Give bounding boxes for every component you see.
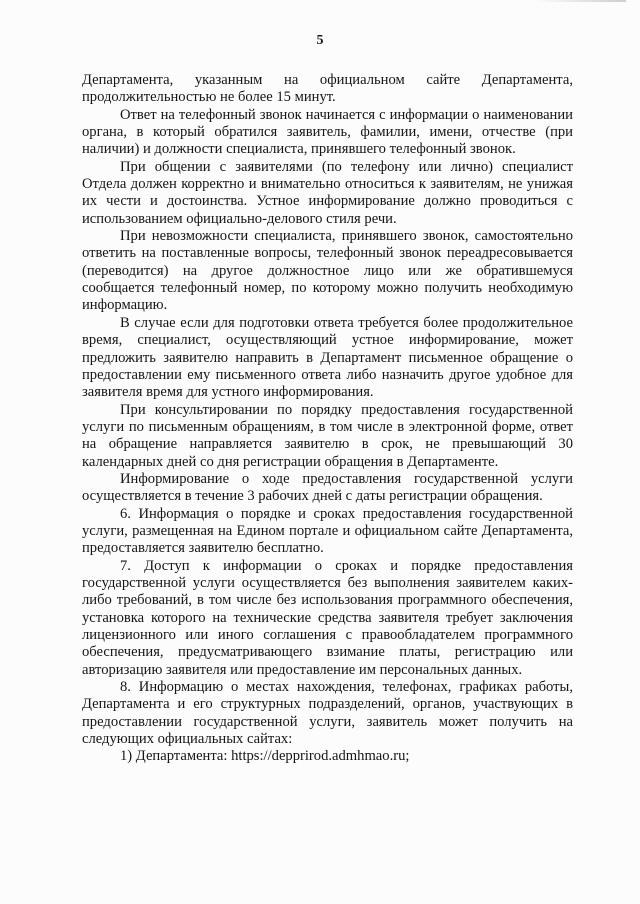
paragraph-item-6: 6. Информация о порядке и сроках предоставления государственной услуги, размещенная на Едином портале и официальном сайте Департамента, предоставляется заявителю бесплатно. [82, 505, 573, 557]
paragraph-subitem-1: 1) Департамента: https://depprirod.admhmao.ru; [120, 748, 410, 765]
paragraph-phone-answer: Ответ на телефонный звонок начинается с информации о наименовании органа, в который обратился заявитель, фамилии, имени, отчестве (при наличии) и должности специалиста, принявшего телефонный звонок. [82, 106, 573, 158]
scan-artifact [536, 0, 626, 2]
paragraph-longer-preparation: В случае если для подготовки ответа требуется более продолжительное время, специалист, осуществляющий устное информирование, может предложить заявителю направить в Департамент письменное обращение о предоставлении ему письменного ответа либо назначить другое удобное для заявителя время для устного информирования. [82, 314, 573, 401]
paragraph-communication-rules: При общении с заявителями (по телефону или лично) специалист Отдела должен корректно и внимательно относиться к заявителям, не унижая их чести и достоинства. Устное информирование должно проводиться с использованием официально-делового стиля речи. [82, 158, 573, 227]
paragraph-item-8: 8. Информацию о местах нахождения, телефонах, графиках работы, Департамента и его структурных подразделений, органов, участвующих в предоставлении государственной услуги, заявитель может получить на следующих официальных сайтах: [82, 679, 573, 748]
paragraph-continuation: Департамента, указанным на официальном сайте Департамента, продолжительностью не более 15 минут. [82, 72, 573, 106]
paragraph-call-redirect: При невозможности специалиста, принявшего звонок, самостоятельно ответить на поставленные вопросы, телефонный звонок переадресовывается (переводится) на другое должностное лицо или же обратившемуся сообщается телефонный номер, по которому можно получить необходимую информацию. [82, 228, 573, 314]
paragraph-written-requests: При консультировании по порядку предоставления государственной услуги по письменным обращениям, в том числе в электронной форме, ответ на обращение направляется заявителю в срок, не превышающий 30 календарных дней со дня регистрации обращения в Департаменте. [82, 401, 573, 470]
document-body [82, 72, 573, 766]
paragraph-progress-info: Информирование о ходе предоставления государственной услуги осуществляется в течение 3 рабочих дней с даты регистрации обращения. [82, 470, 573, 505]
paragraph-item-7: 7. Доступ к информации о сроках и порядке предоставления государственной услуги осуществляется без выполнения заявителем каких-либо требований, в том числе без использования программного обеспечения, установка которого на технические средства заявителя требует заключения лицензионного или иного соглашения с правообладателем программного обеспечения, предусматривающего взимание платы, регистрацию или авторизацию заявителя или предоставление им персональных данных. [82, 557, 573, 678]
page-number: 5 [316, 33, 324, 48]
